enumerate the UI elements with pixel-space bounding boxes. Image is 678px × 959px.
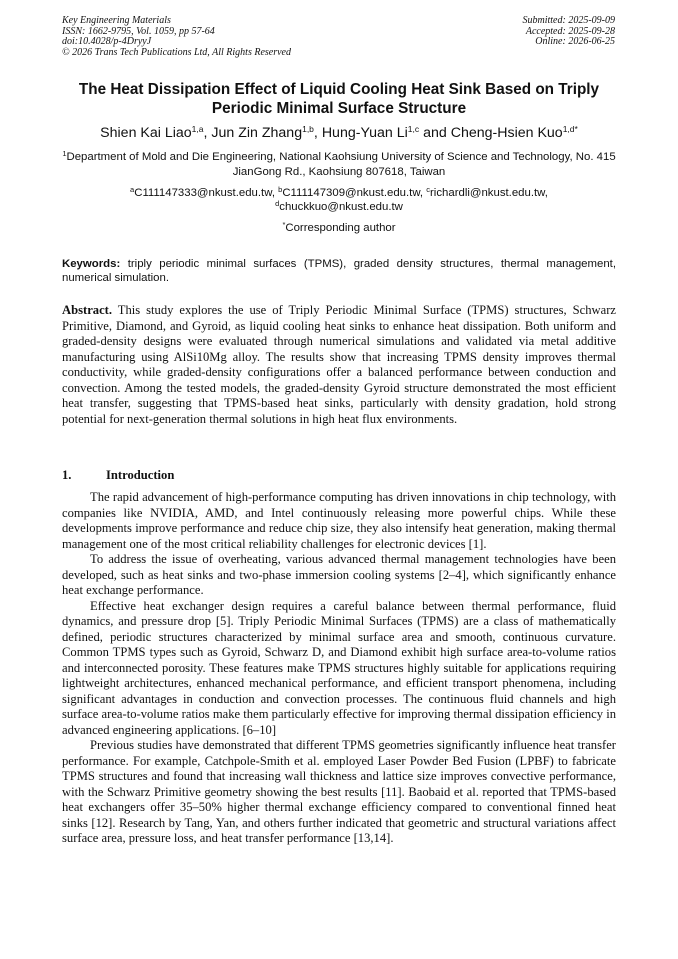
introduction-body	[62, 490, 616, 847]
email-address: richardli@nkust.edu.tw	[430, 187, 545, 199]
section-title: Introduction	[106, 468, 175, 482]
email-separator: ,	[271, 187, 279, 199]
paragraph: The rapid advancement of high-performance computing has driven innovations in chip technology, with companies like NVIDIA, AMD, and Intel continuously releasing more powerful chips. While these developments improve performance and reduce chip size, they also intensify heat generation, making thermal management one of the most critical reliability challenges for electronic devices [1].	[62, 490, 616, 551]
email-address: C111147309@nkust.edu.tw	[282, 187, 420, 199]
accepted-date: Accepted: 2025-09-28	[525, 25, 615, 37]
author	[322, 125, 451, 141]
email-mark: c	[426, 185, 431, 194]
author	[100, 125, 211, 141]
author-affiliation-mark: 1,b	[302, 124, 314, 134]
keywords-label: Keywords:	[62, 258, 121, 270]
author-affiliation-mark: 1,c	[407, 124, 420, 134]
section-number: 1.	[62, 468, 72, 482]
affiliation-text: Department of Mold and Die Engineering, National Kaohsiung University of Science and Technology, No. 415 JianGong Rd., Kaohsiung 807618, Taiwan	[66, 151, 616, 178]
email-entry	[275, 201, 403, 213]
author-emails	[62, 186, 616, 214]
author	[451, 125, 578, 141]
author-separator: and	[419, 125, 451, 141]
author-affiliation-mark: 1,d*	[562, 124, 578, 134]
journal-header-left	[62, 16, 291, 58]
email-address: chuckkuo@nkust.edu.tw	[279, 201, 403, 213]
affiliation-mark: 1	[62, 149, 67, 158]
corresponding-mark: *	[282, 220, 286, 229]
author-separator: ,	[313, 125, 322, 141]
abstract-text: This study explores the use of Triply Periodic Minimal Surface (TPMS) structures, Schwarz Primitive, Diamond, and Gyroid, as liquid cooling heat sinks to enhance heat dissipation. Both uniform and graded-density designs were evaluated through numerical simulations and validated via metal additive manufacturing using AlSi10Mg alloy. The results show that increasing TPMS density improves thermal conductivity, while graded-density configurations offer a balanced performance between conduction and convection. Among the tested models, the graded-density Gyroid structure demonstrated the most efficient heat transfer, suggesting that TPMS-based heat sinks, particularly with density gradation, hold strong potential for next-generation thermal solutions in high heat flux environments.	[62, 303, 617, 426]
journal-name: Key Engineering Materials	[62, 15, 171, 26]
paragraph: Effective heat exchanger design requires a careful balance between thermal performance, fluid dynamics, and pressure drop [5]. Triply Periodic Minimal Surfaces (TPMS) are a class of mathematically defined, periodic structures characterized by minimal surface area and smooth, continuous curvature. Common TPMS types such as Gyroid, Schwarz D, and Diamond exhibit high surface area-to-volume ratios and interconnected porosity. These features make TPMS structures highly suitable for applications requiring lightweight architectures, enhanced mechanical performance, and efficient transport phenomena, including significant advantages in conduction and convection processes. The continuous fluid channels and high surface area-to-volume ratios make them particularly effective for improving thermal dissipation efficiency in advanced engineering applications. [6–10]	[62, 598, 616, 737]
email-mark: d	[275, 199, 280, 208]
paragraph: Previous studies have demonstrated that different TPMS geometries significantly influence heat transfer performance. For example, Catchpole-Smith et al. employed Laser Powder Bed Fusion (LPBF) to fabricate TPMS structures and found that increasing wall thickness and lattice size improves convective performance, with the Schwarz Primitive geometry showing the best results [11]. Baobaid et al. reported that TPMS-based heat exchangers offer 35–50% higher thermal exchange efficiency compared to conventional finned heat sinks [12]. Research by Tang, Yan, and others further indicated that geometric and structural variations affect surface area, pressure loss, and heat transfer performance [13,14].	[62, 738, 616, 845]
submitted-date: Submitted: 2025-09-09	[522, 15, 615, 26]
affiliation	[62, 150, 616, 180]
abstract	[62, 303, 616, 427]
email-separator: ,	[544, 187, 548, 199]
author-name: Hung-Yuan Li	[321, 125, 408, 141]
author-list	[40, 124, 638, 142]
corresponding-label: Corresponding author	[285, 222, 396, 234]
email-separator: ,	[419, 187, 427, 199]
author-name: Jun Zin Zhang	[211, 125, 303, 141]
email-entry	[278, 187, 426, 199]
keywords-text: triply periodic minimal surfaces (TPMS), graded density structures, thermal management, numerical simulation.	[62, 258, 616, 284]
paper-title: The Heat Dissipation Effect of Liquid Cooling Heat Sink Based on Triply Periodic Minimal Surface Structure	[78, 81, 600, 117]
author-affiliation-mark: 1,a	[191, 124, 204, 134]
author-separator: ,	[203, 125, 212, 141]
journal-header-right	[523, 16, 616, 48]
email-mark: a	[130, 185, 135, 194]
email-address: C111147333@nkust.edu.tw	[134, 187, 272, 199]
author	[211, 125, 321, 141]
email-mark: b	[278, 185, 283, 194]
paragraph: To address the issue of overheating, various advanced thermal management technologies have been developed, such as heat sinks and two-phase immersion cooling systems [2–4], which significantly enhance heat exchange performance.	[62, 552, 616, 597]
corresponding-author-note	[62, 221, 616, 235]
abstract-label: Abstract.	[62, 303, 113, 317]
author-name: Cheng-Hsien Kuo	[450, 125, 563, 141]
email-entry	[130, 187, 278, 199]
doi-line: doi:10.4028/p-4DryyJ	[62, 36, 152, 47]
keywords	[62, 257, 616, 285]
section-heading	[62, 468, 174, 484]
author-name: Shien Kai Liao	[100, 125, 192, 141]
email-entry	[426, 187, 548, 199]
online-date: Online: 2026-06-25	[535, 36, 615, 47]
copyright-line: © 2026 Trans Tech Publications Ltd, All Rights Reserved	[62, 46, 291, 58]
issn-line: ISSN: 1662-9795, Vol. 1059, pp 57-64	[62, 25, 215, 37]
